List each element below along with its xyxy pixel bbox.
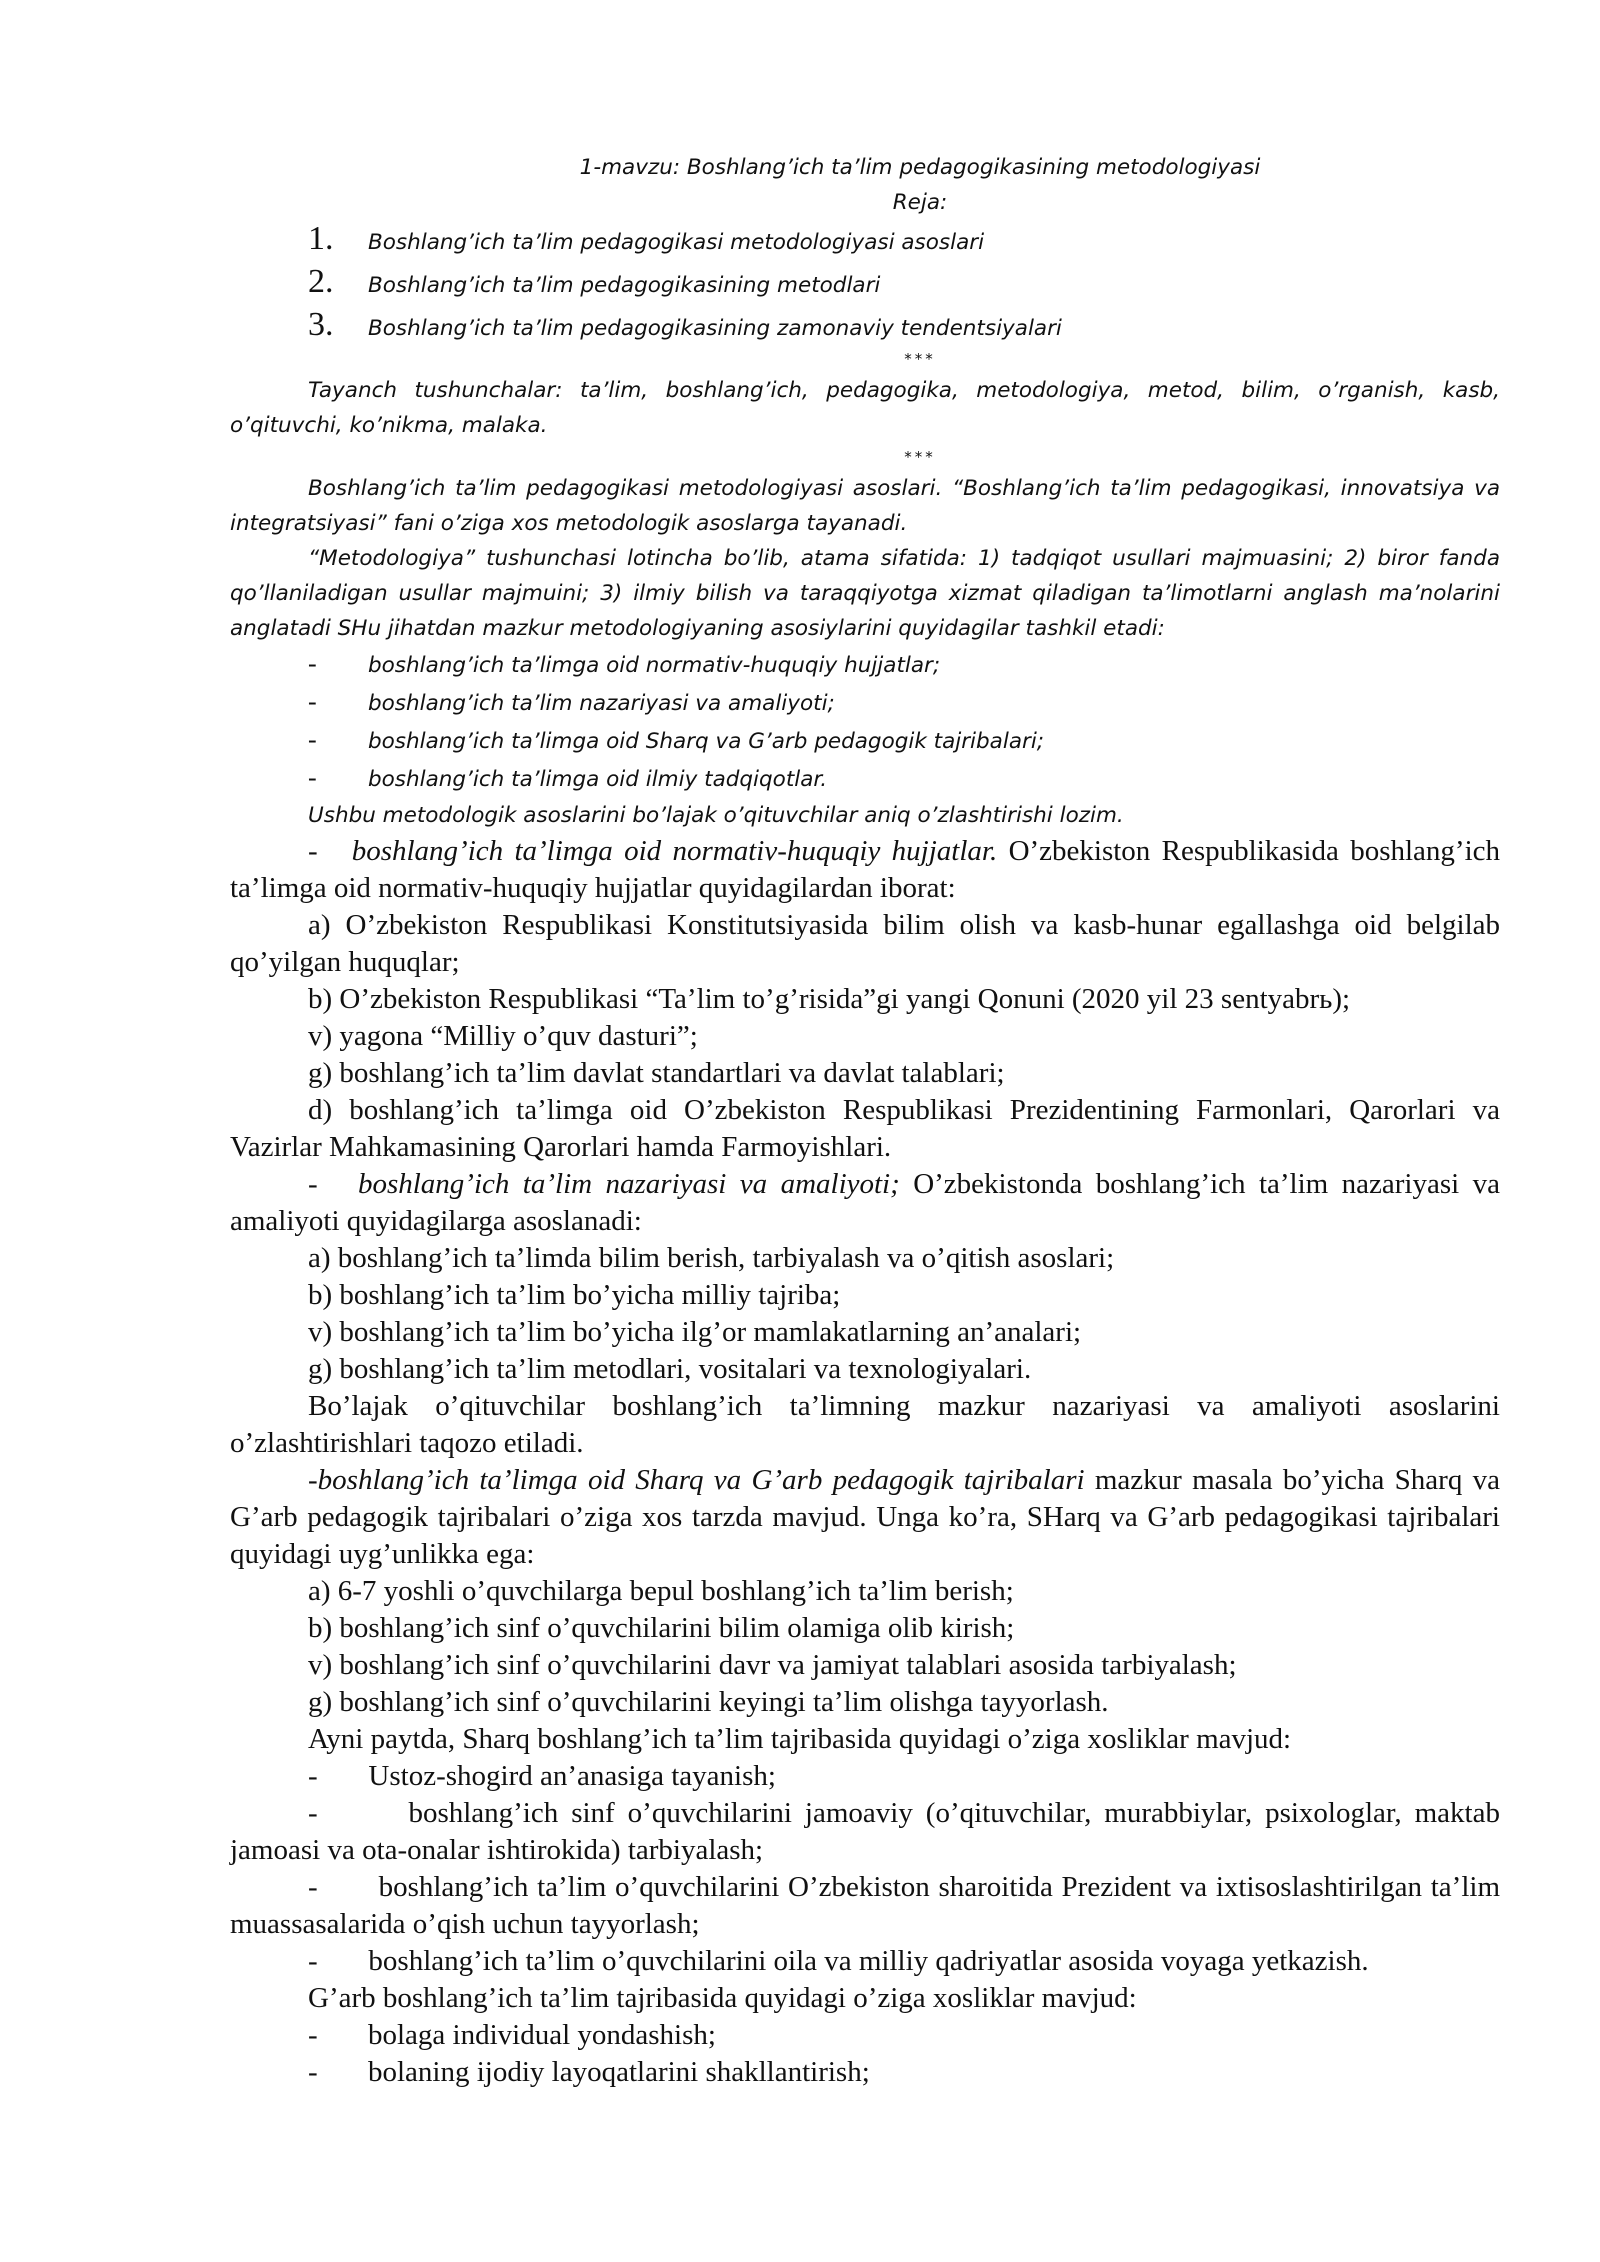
east-west-item: b) boshlang’ich sinf o’quvchilarini bilim olamiga olib kirish; [308, 1612, 1015, 1644]
list-dash: - [308, 1871, 318, 1903]
east-item [230, 1869, 1500, 1943]
east-item [230, 1943, 1500, 1980]
theory-item: b) boshlang’ich ta’lim bo’yicha milliy tajriba; [308, 1279, 841, 1311]
list-dash: - [308, 687, 317, 716]
theory-item: v) boshlang’ich ta’lim bo’yicha ilg’or mamlakatlarning an’analari; [308, 1316, 1082, 1348]
list-dash: - [308, 649, 317, 678]
west-item [230, 2054, 1500, 2091]
west-item [230, 2017, 1500, 2054]
plan-item [230, 220, 1500, 263]
plan-item-text: Boshlang’ich ta’lim pedagogikasi metodologiyasi asoslari [368, 230, 985, 255]
topic-title: 1-mavzu: Boshlang’ich ta’lim pedagogikasining metodologiyasi [579, 155, 1261, 180]
plan-label: Reja: [892, 190, 948, 215]
normative-item: b) O’zbekiston Respublikasi “Ta’lim to’g’risida”gi yangi Qonuni (2020 yil 23 sentyabrь); [308, 983, 1351, 1015]
section-text: O’zbekistonda boshlang’ich ta’lim nazariyasi va amaliyoti quyidagilarga asoslanadi: [230, 1168, 1500, 1237]
plan-item-text: Boshlang’ich ta’lim pedagogikasining metodlari [368, 273, 881, 298]
west-intro: G’arb boshlang’ich ta’lim tajribasida quyidagi o’ziga xosliklar mavjud: [308, 1982, 1137, 2014]
list-dash: - [308, 763, 317, 792]
section-heading-east-west: -boshlang’ich ta’limga oid Sharq va G’arb pedagogik tajribalari [308, 1464, 1085, 1496]
west-item-text: bolaga individual yondashish; [368, 2019, 716, 2051]
east-item-text: Ustoz-shogird an’anasiga tayanish; [368, 1760, 776, 1792]
plan-item [230, 263, 1500, 306]
theory-item: g) boshlang’ich ta’lim metodlari, vositalari va texnologiyalari. [308, 1353, 1032, 1385]
east-intro: Ayni paytda, Sharq boshlang’ich ta’lim tajribasida quyidagi o’ziga xosliklar mavjud: [308, 1723, 1292, 1755]
list-dash: - [308, 1797, 318, 1829]
separator: *** [904, 448, 936, 466]
document-page [230, 150, 1500, 2091]
basis-conclusion: Ushbu metodologik asoslarini bo’lajak o’qituvchilar aniq o’zlashtirishi lozim. [308, 803, 1124, 828]
normative-item: a) O’zbekiston Respublikasi Konstitutsiyasida bilim olish va kasb-hunar egallashga oid belgilab qo’yilgan huquqlar; [230, 909, 1500, 978]
list-item-text: boshlang’ich ta’limga oid Sharq va G’arb pedagogik tajribalari; [368, 729, 1045, 754]
east-item-text: boshlang’ich ta’lim o’quvchilarini O’zbekiston sharoitida Prezident va ixtisoslashtirilgan ta’lim muassasalarida o’qish uchun tayyorlash; [230, 1871, 1501, 1940]
plan-item-number: 3. [308, 306, 334, 343]
list-item [230, 760, 1500, 798]
normative-item: d) boshlang’ich ta’limga oid O’zbekiston Respublikasi Prezidentining Farmonlari, Qarorlari va Vazirlar Mahkamasining Qarorlari hamda Farmoyishlari. [230, 1094, 1500, 1163]
normative-item: g) boshlang’ich ta’lim davlat standartlari va davlat talablari; [308, 1057, 1005, 1089]
list-item-text: boshlang’ich ta’limga oid normativ-huquqiy hujjatlar; [368, 653, 941, 678]
section-dash: - [308, 835, 318, 867]
east-item-text: boshlang’ich sinf o’quvchilarini jamoaviy (o’qituvchilar, murabbiylar, psixologlar, maktab jamoasi va ota-onalar ishtirokida) tarbiyalash; [230, 1797, 1500, 1866]
normative-paragraph [230, 833, 1500, 907]
section-heading-normative: boshlang’ich ta’limga oid normativ-huquqiy hujjatlar. [351, 835, 998, 867]
list-item [230, 646, 1500, 684]
list-dash: - [308, 2019, 318, 2051]
east-west-item: g) boshlang’ich sinf o’quvchilarini keyingi ta’lim olishga tayyorlash. [308, 1686, 1109, 1718]
east-west-item: a) 6-7 yoshli o’quvchilarga bepul boshlang’ich ta’lim berish; [308, 1575, 1014, 1607]
theory-item: a) boshlang’ich ta’limda bilim berish, tarbiyalash va o’qitish asoslari; [308, 1242, 1115, 1274]
list-item [230, 722, 1500, 760]
plan-item-text: Boshlang’ich ta’lim pedagogikasining zamonaviy tendentsiyalari [368, 316, 1062, 341]
section-text: mazkur masala bo’yicha Sharq va G’arb pedagogik tajribalari o’ziga xos tarzda mavjud. Unga ko’ra, SHarq va G’arb pedagogikasi tajribalari quyidagi uyg’unlikka ega: [230, 1464, 1500, 1570]
basis-list [230, 646, 1500, 798]
east-item [230, 1795, 1500, 1869]
list-item-text: boshlang’ich ta’lim nazariyasi va amaliyoti; [368, 691, 835, 716]
section-dash: - [308, 1168, 318, 1200]
section-heading-theory: boshlang’ich ta’lim nazariyasi va amaliyoti; [357, 1168, 900, 1200]
east-item [230, 1758, 1500, 1795]
list-dash: - [308, 725, 317, 754]
plan-item-number: 2. [308, 263, 334, 300]
east-item-text: boshlang’ich ta’lim o’quvchilarini oila va milliy qadriyatlar asosida voyaga yetkazish. [368, 1945, 1369, 1977]
normative-item: v) yagona “Milliy o’quv dasturi”; [308, 1020, 698, 1052]
plan-list [230, 220, 1500, 349]
west-item-text: bolaning ijodiy layoqatlarini shakllantirish; [368, 2056, 870, 2088]
list-item [230, 684, 1500, 722]
theory-paragraph [230, 1166, 1500, 1240]
east-west-paragraph [230, 1462, 1500, 1573]
methodology-paragraph: “Metodologiya” tushunchasi lotincha bo’lib, atama sifatida: 1) tadqiqot usullari majmuasini; 2) biror fanda qo’llaniladigan usullar majmuini; 3) ilmiy bilish va taraqqiyotga xizmat qiladigan ta’limotlarni anglash ma’nolarini anglatadi SHu jihatdan mazkur metodologiyaning asosiylarini quyidagilar tashkil etadi: [230, 546, 1500, 641]
list-dash: - [308, 1945, 318, 1977]
theory-conclusion: Bo’lajak o’qituvchilar boshlang’ich ta’limning mazkur nazariyasi va amaliyoti asoslarini o’zlashtirishlari taqozo etiladi. [230, 1390, 1500, 1459]
key-concepts: Tayanch tushunchalar: ta’lim, boshlang’ich, pedagogika, metodologiya, metod, bilim, o’rganish, kasb, o’qituvchi, ko’nikma, malaka. [230, 378, 1500, 438]
list-item-text: boshlang’ich ta’limga oid ilmiy tadqiqotlar. [368, 767, 828, 792]
list-dash: - [308, 2056, 318, 2088]
east-west-item: v) boshlang’ich sinf o’quvchilarini davr va jamiyat talablari asosida tarbiyalash; [308, 1649, 1237, 1681]
plan-item [230, 306, 1500, 349]
plan-item-number: 1. [308, 220, 334, 257]
separator: *** [904, 350, 936, 368]
list-dash: - [308, 1760, 318, 1792]
intro-paragraph: Boshlang’ich ta’lim pedagogikasi metodologiyasi asoslari. “Boshlang’ich ta’lim pedagogikasi, innovatsiya va integratsiyasi” fani o’ziga xos metodologik asoslarga tayanadi. [230, 476, 1500, 536]
section-text: O’zbekiston Respublikasida boshlang’ich ta’limga oid normativ-huquqiy hujjatlar quyidagilardan iborat: [230, 835, 1501, 904]
